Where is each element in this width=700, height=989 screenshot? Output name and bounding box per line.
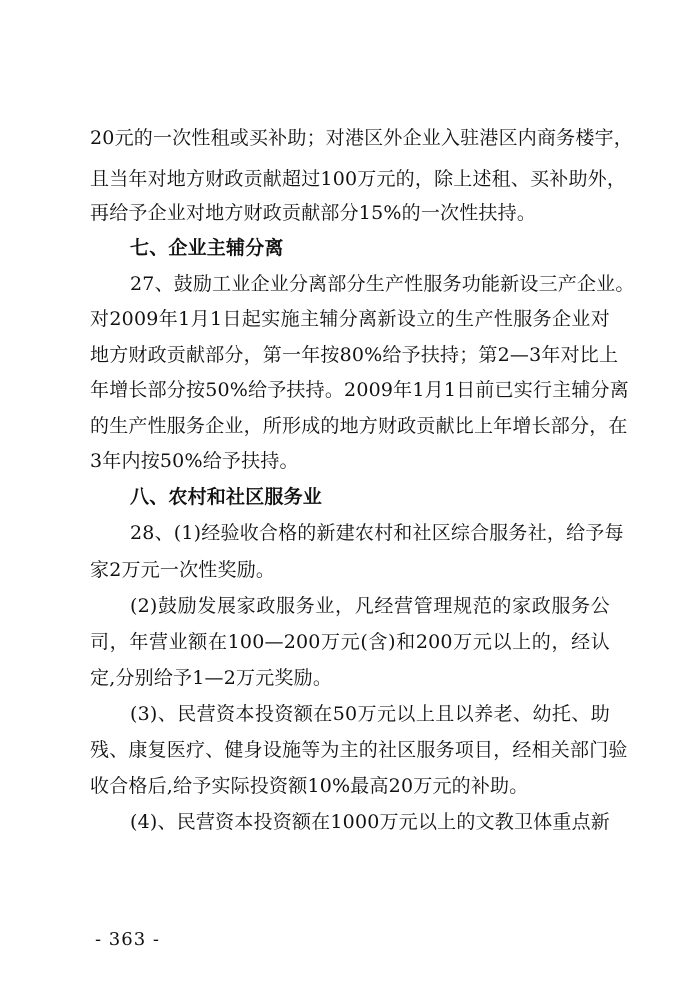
text-line-1: 20元的一次性租或买补助；对港区外企业入驻港区内商务楼宇， <box>90 127 633 149</box>
text-line-6: 对2009年1月1日起实施主辅分离新设立的生产性服务企业对 <box>90 308 610 330</box>
text-line-15: 司，年营业额在100—200万元(含)和200万元以上的，经认 <box>90 631 610 653</box>
text-line-20: (4)、民营资本投资额在1000万元以上的文教卫体重点新 <box>130 811 610 833</box>
text-line-16: 定,分别给予1—2万元奖励。 <box>90 667 333 689</box>
text-line-2: 且当年对地方财政贡献超过100万元的，除上述租、买补助外， <box>90 168 627 190</box>
text-line-19: 收合格后,给予实际投资额10%最高20万元的补助。 <box>90 775 529 797</box>
text-line-9: 的生产性服务企业，所形成的地方财政贡献比上年增长部分，在 <box>90 415 628 437</box>
text-line-10: 3年内按50%给予扶持。 <box>90 450 299 472</box>
text-line-5: 27、鼓励工业企业分离部分生产性服务功能新设三产企业。 <box>130 273 635 295</box>
text-line-8: 年增长部分按50%给予扶持。2009年1月1日前已实行主辅分离 <box>90 379 629 401</box>
text-line-14: (2)鼓励发展家政服务业，凡经营管理规范的家政服务公 <box>130 595 610 617</box>
section-heading-7: 七、企业主辅分离 <box>130 237 284 259</box>
page-number: - 363 - <box>95 929 160 950</box>
text-line-13: 家2万元一次性奖励。 <box>90 559 276 581</box>
text-line-7: 地方财政贡献部分，第一年按80%给予扶持；第2—3年对比上 <box>90 344 619 366</box>
text-line-12: 28、(1)经验收合格的新建农村和社区综合服务社，给予每 <box>130 522 624 544</box>
text-line-3: 再给予企业对地方财政贡献部分15%的一次性扶持。 <box>90 202 537 224</box>
section-heading-8: 八、农村和社区服务业 <box>130 486 323 508</box>
text-line-18: 残、康复医疗、健身设施等为主的社区服务项目，经相关部门验 <box>90 739 628 761</box>
text-line-17: (3)、民营资本投资额在50万元以上且以养老、幼托、助 <box>130 703 610 725</box>
